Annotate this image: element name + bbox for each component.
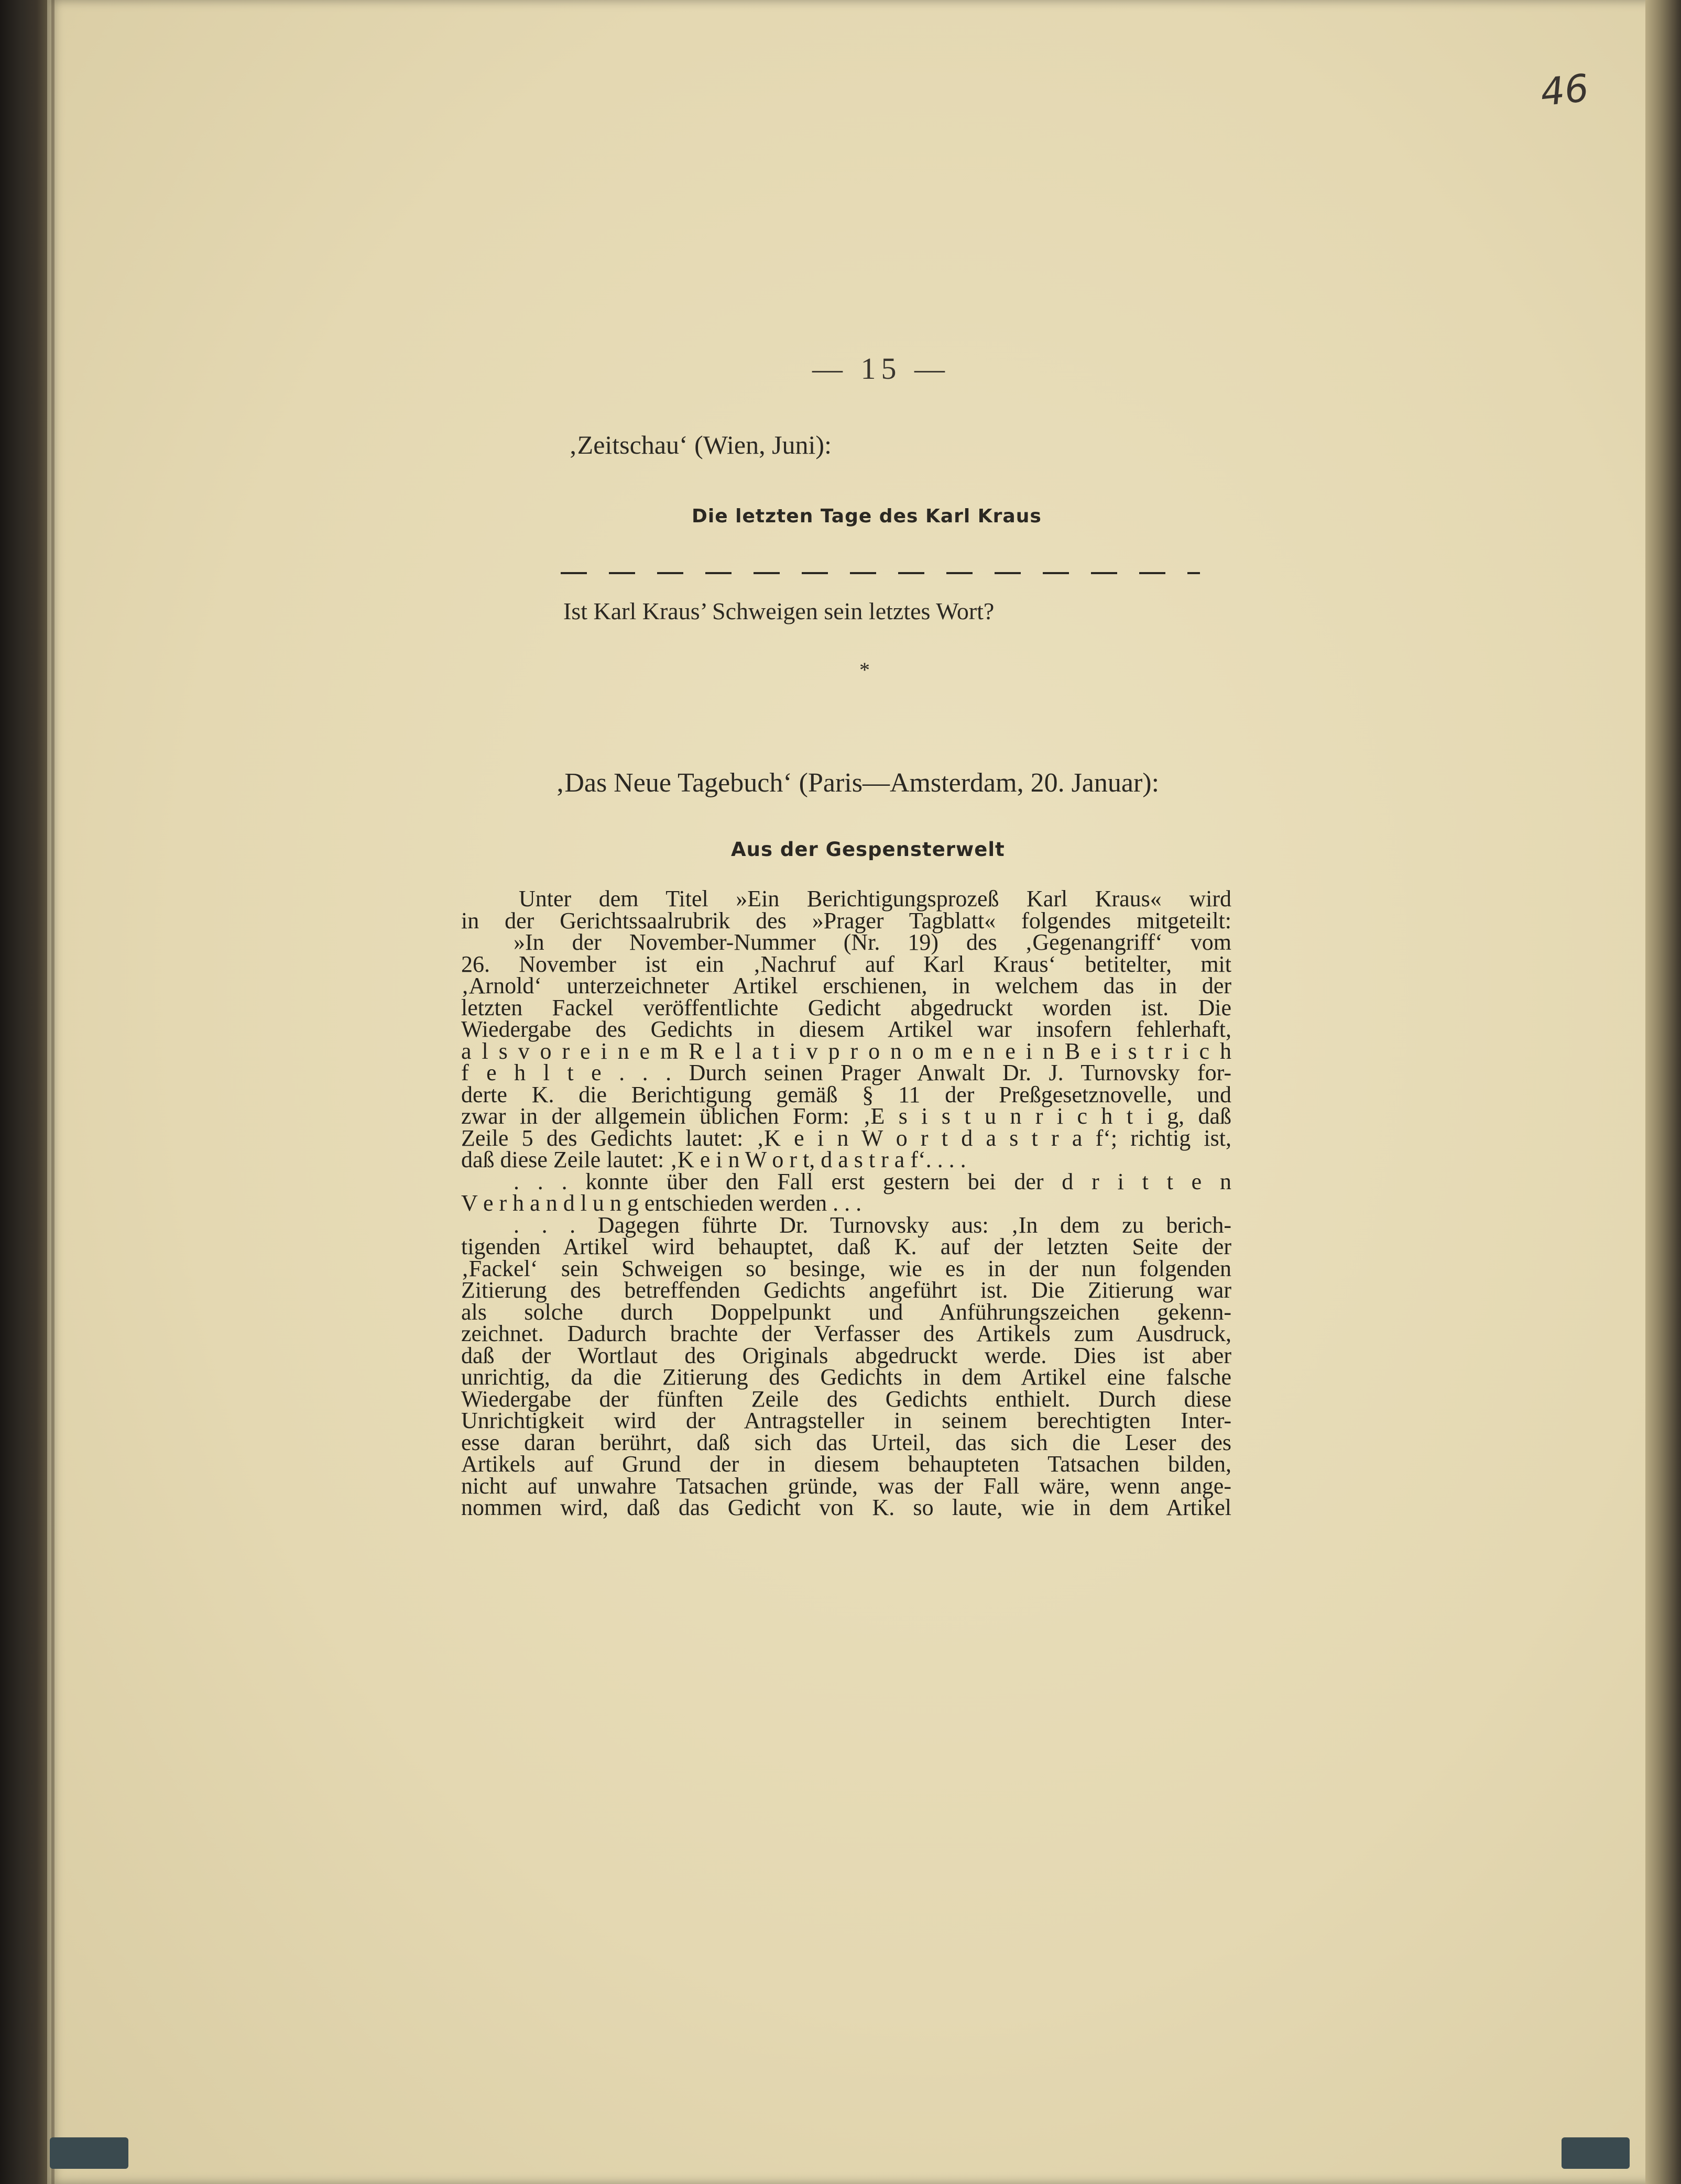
article-heading-1: Die letzten Tage des Karl Kraus (692, 506, 1042, 527)
book-binding-edge (0, 0, 52, 2184)
body-line: Artikels auf Grund der in diesem behaupteten Tatsachen bilden, (461, 1451, 1231, 1477)
body-line: a l s v o r e i n e m R e l a t i v p r o n o m e n e i n B e i s t r i c h (461, 1038, 1231, 1064)
body-line: in der Gerichtssaalrubrik des »Prager Tagblatt« folgendes mitgeteilt: (461, 907, 1231, 934)
body-line: f e h l t e . . . Durch seinen Prager Anwalt Dr. J. Turnovsky for- (461, 1060, 1231, 1085)
body-line: . . . konnte über den Fall erst gestern bei der d r i t t e n (514, 1168, 1231, 1194)
body-line: zeichnet. Dadurch brachte der Verfasser des Artikels zum Ausdruck, (461, 1321, 1231, 1346)
article-heading-2: Aus der Gespensterwelt (731, 838, 1005, 861)
body-line: Zitierung des betreffenden Gedichts angeführt ist. Die Zitierung war (461, 1277, 1231, 1303)
body-line: 26. November ist ein ‚Nachruf auf Karl Kraus‘ betitelter, mit (461, 951, 1231, 977)
source-citation-tagebuch: ‚Das Neue Tagebuch‘ (Paris—Amsterdam, 20. Januar): (555, 768, 1160, 798)
body-line: letzten Fackel veröffentlichte Gedicht abgedruckt worden ist. Die (461, 994, 1231, 1020)
body-line: »In der November-Nummer (Nr. 19) des ‚Gegenangriff‘ vom (514, 929, 1231, 955)
body-line: derte K. die Berichtigung gemäß § 11 der Preßgesetznovelle, und (461, 1081, 1231, 1107)
binding-tape-right (1562, 2137, 1630, 2169)
body-line: als solche durch Doppelpunkt und Anführungszeichen gekenn- (461, 1299, 1231, 1325)
body-line: daß der Wortlaut des Originals abgedruckt werde. Dies ist aber (461, 1342, 1231, 1368)
page-fold-line (51, 0, 54, 2184)
body-line: ‚Arnold‘ unterzeichneter Artikel erschienen, in welchem das in der (461, 973, 1231, 998)
page-number: — 15 — (812, 352, 950, 386)
body-line: Wiedergabe der fünften Zeile des Gedichts enthielt. Durch diese (461, 1386, 1231, 1412)
body-line: Zeile 5 des Gedichts lautet: ‚K e i n W o r t d a s t r a f‘; richtig ist, (461, 1125, 1231, 1151)
body-line: Unter dem Titel »Ein Berichtigungsprozeß Karl Kraus« wird (519, 886, 1231, 912)
body-line: nommen wird, daß das Gedicht von K. so laute, wie in dem Artikel (461, 1495, 1231, 1520)
body-line: unrichtig, da die Zitierung des Gedichts in dem Artikel eine falsche (461, 1364, 1231, 1390)
body-line: . . . Dagegen führte Dr. Turnovsky aus: ‚In dem zu berich- (514, 1212, 1231, 1238)
body-line: Wiedergabe des Gedichts in diesem Artikel war insofern fehlerhaft, (461, 1016, 1231, 1042)
handwritten-folio-number: 46 (1538, 65, 1591, 115)
body-line: nicht auf unwahre Tatsachen gründe, was der Fall wäre, wenn ange- (461, 1473, 1231, 1499)
page-right-edge (1645, 0, 1681, 2184)
body-line: Unrichtigkeit wird der Antragsteller in seinem berechtigten Inter- (461, 1408, 1231, 1433)
source-citation-zeitschau: ‚Zeitschau‘ (Wien, Juni): (569, 430, 832, 459)
article-question: Ist Karl Kraus’ Schweigen sein letztes Wort? (563, 598, 995, 624)
asterisk-separator: * (859, 658, 870, 682)
binding-tape (50, 2137, 128, 2169)
body-line: V e r h a n d l u n g entschieden werden . . . (461, 1190, 862, 1216)
body-line: daß diese Zeile lautet: ‚K e i n W o r t, d a s t r a f‘. . . . (461, 1147, 966, 1172)
article-body (461, 888, 1231, 1519)
body-line: tigenden Artikel wird behauptet, daß K. auf der letzten Seite der (461, 1234, 1231, 1259)
dashed-separator (561, 572, 1200, 574)
body-line: esse daran berührt, daß sich das Urteil, das sich die Leser des (461, 1429, 1231, 1455)
body-line: zwar in der allgemein üblichen Form: ‚E s i s t u n r i c h t i g, daß (461, 1103, 1231, 1129)
body-line: ‚Fackel‘ sein Schweigen so besinge, wie es in der nun folgenden (461, 1255, 1231, 1281)
